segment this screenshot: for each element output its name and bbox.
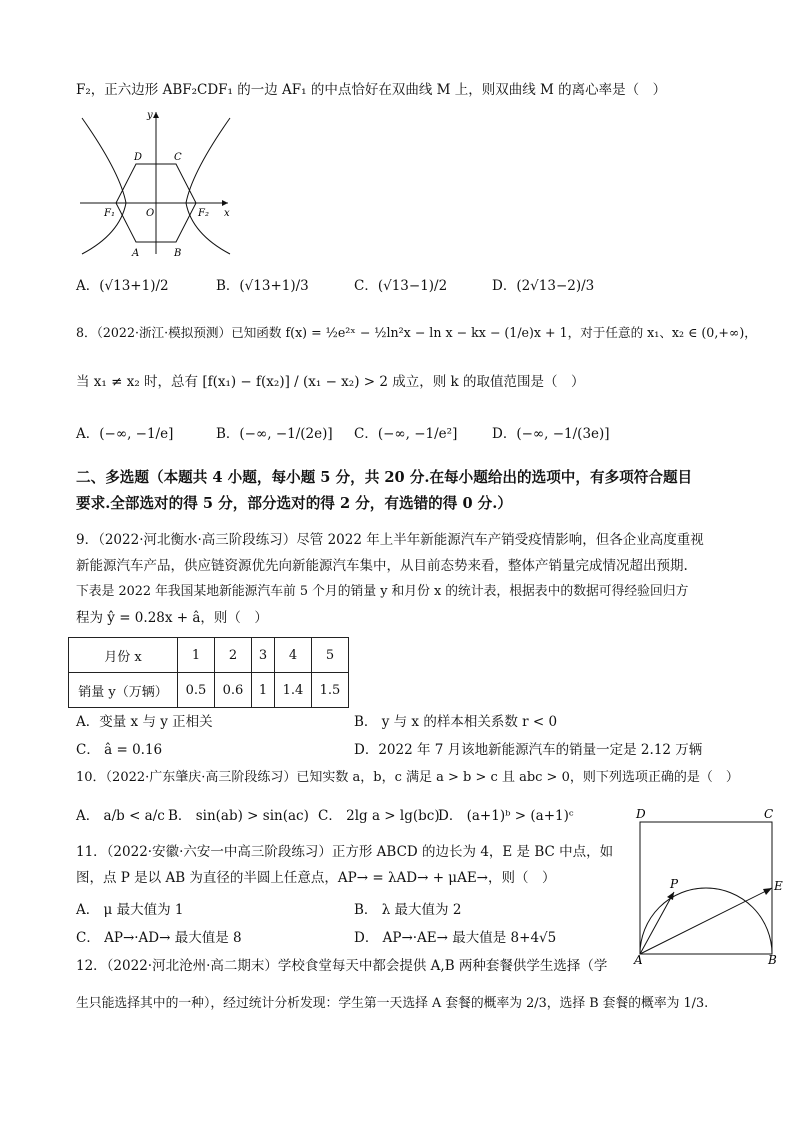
q10-option-a: A． a/b < a/c bbox=[76, 808, 165, 824]
fig7-label-b: B bbox=[174, 248, 182, 258]
q10-option-b: B． sin(ab) > sin(ac) bbox=[168, 808, 309, 824]
q11-option-a: A． μ 最大值为 1 bbox=[76, 902, 184, 918]
table-cell: 0.5 bbox=[178, 673, 215, 708]
q9-line2: 新能源汽车产品，供应链资源优先向新能源汽车集中，从目前态势来看，整体产销量完成情况超出预期. bbox=[76, 558, 688, 574]
table-header-month: 月份 x bbox=[69, 638, 178, 673]
table-cell: 2 bbox=[215, 638, 252, 673]
q12-line2: 生只能选择其中的一种），经过统计分析发现：学生第一天选择 A 套餐的概率为 2/3，选择 B 套餐的概率为 1/3. bbox=[76, 996, 709, 1011]
fig7-label-f1: F₁ bbox=[104, 208, 115, 219]
q10-option-d: D． (a+1)ᵇ > (a+1)ᶜ bbox=[438, 808, 574, 824]
table-cell: 5 bbox=[312, 638, 349, 673]
table-header-sales: 销量 y（万辆） bbox=[69, 673, 178, 708]
fig7-label-f2: F₂ bbox=[198, 208, 209, 219]
q9-option-b: B． y 与 x 的样本相关系数 r < 0 bbox=[354, 714, 558, 730]
table-cell: 1 bbox=[252, 673, 275, 708]
q8-option-c: C．(−∞, −1/e²] bbox=[354, 426, 458, 442]
q9-option-a: A．变量 x 与 y 正相关 bbox=[76, 714, 213, 730]
square-semicircle-figure bbox=[630, 806, 790, 966]
q7-option-a: A．(√13+1)/2 bbox=[76, 278, 169, 294]
hexagon-hyperbola-figure bbox=[76, 108, 236, 258]
fig7-label-x: x bbox=[224, 208, 230, 219]
fig11-label-d: D bbox=[636, 807, 646, 821]
q10-option-c: C． 2lg a > lg(bc) bbox=[318, 808, 440, 824]
fig7-label-c: C bbox=[174, 152, 182, 163]
q8-option-d: D．(−∞, −1/(3e)] bbox=[492, 426, 610, 442]
q11-option-d: D． AP→·AE→ 最大值是 8+4√5 bbox=[354, 930, 557, 946]
q12-line1: 12．（2022·河北沧州·高二期末）学校食堂每天中都会提供 A,B 两种套餐供学生选择（学 bbox=[76, 958, 608, 974]
q9-option-c: C． â = 0.16 bbox=[76, 742, 163, 758]
q9-stats-table bbox=[68, 637, 349, 708]
fig11-label-c: C bbox=[764, 807, 774, 821]
q10-stem: 10．（2022·广东肇庆·高三阶段练习）已知实数 a，b，c 满足 a > b > c 且 abc > 0，则下列选项正确的是（ ） bbox=[76, 770, 739, 785]
q9-line3: 下表是 2022 年我国某地新能源汽车前 5 个月的销量 y 和月份 x 的统计表，根据表中的数据可得经验回归方 bbox=[76, 584, 689, 599]
fig11-label-e: E bbox=[774, 879, 783, 893]
fig7-label-a: A bbox=[132, 248, 140, 258]
table-row bbox=[69, 673, 349, 708]
q7-option-d: D．(2√13−2)/3 bbox=[492, 278, 595, 294]
q7-option-b: B．(√13+1)/3 bbox=[216, 278, 309, 294]
table-cell: 4 bbox=[275, 638, 312, 673]
q8-option-b: B．(−∞, −1/(2e)] bbox=[216, 426, 333, 442]
section2-heading-line2: 要求.全部选对的得 5 分，部分选对的得 2 分，有选错的得 0 分.） bbox=[76, 495, 512, 512]
q9-option-d: D．2022 年 7 月该地新能源汽车的销量一定是 2.12 万辆 bbox=[354, 742, 703, 758]
table-cell: 1 bbox=[178, 638, 215, 673]
fig7-label-o: O bbox=[146, 208, 155, 219]
section2-heading-line1: 二、多选题（本题共 4 小题，每小题 5 分，共 20 分.在每小题给出的选项中，有多项符合题目 bbox=[76, 469, 693, 486]
q11-line1: 11．（2022·安徽·六安一中高三阶段练习）正方形 ABCD 的边长为 4，E 是 BC 中点，如 bbox=[76, 844, 614, 860]
table-cell: 1.5 bbox=[312, 673, 349, 708]
table-row bbox=[69, 638, 349, 673]
q8-line1: 8．（2022·浙江·模拟预测）已知函数 f(x) = ½e²ˣ − ½ln²x − ln x − kx − (1/e)x + 1，对于任意的 x₁、x₂ ∈ (0,+∞)， bbox=[76, 325, 757, 340]
q11-option-c: C． AP→·AD→ 最大值是 8 bbox=[76, 930, 242, 946]
q7-stem: F₂，正六边形 ABF₂CDF₁ 的一边 AF₁ 的中点恰好在双曲线 M 上，则双曲线 M 的离心率是（ ） bbox=[76, 82, 667, 98]
q11-line2: 图，点 P 是以 AB 为直径的半圆上任意点，AP→ = λAD→ + μAE→，则（ ） bbox=[76, 870, 556, 886]
table-cell: 0.6 bbox=[215, 673, 252, 708]
q9-line1: 9．（2022·河北衡水·高三阶段练习）尽管 2022 年上半年新能源汽车产销受疫情影响，但各企业高度重视 bbox=[76, 532, 704, 548]
q9-line4: 程为 ŷ = 0.28x + â，则（ ） bbox=[76, 610, 268, 626]
q8-option-a: A．(−∞, −1/e] bbox=[76, 426, 174, 442]
fig11-label-a: A bbox=[634, 953, 643, 966]
fig7-label-d: D bbox=[134, 152, 143, 163]
fig7-label-y: y bbox=[147, 110, 153, 121]
table-cell: 1.4 bbox=[275, 673, 312, 708]
fig11-label-p: P bbox=[670, 877, 679, 891]
fig11-label-b: B bbox=[768, 953, 777, 966]
table-cell: 3 bbox=[252, 638, 275, 673]
q11-option-b: B． λ 最大值为 2 bbox=[354, 902, 462, 918]
q7-option-c: C．(√13−1)/2 bbox=[354, 278, 448, 294]
q8-line2: 当 x₁ ≠ x₂ 时，总有 [f(x₁) − f(x₂)] / (x₁ − x₂) > 2 成立，则 k 的取值范围是（ ） bbox=[76, 374, 585, 390]
